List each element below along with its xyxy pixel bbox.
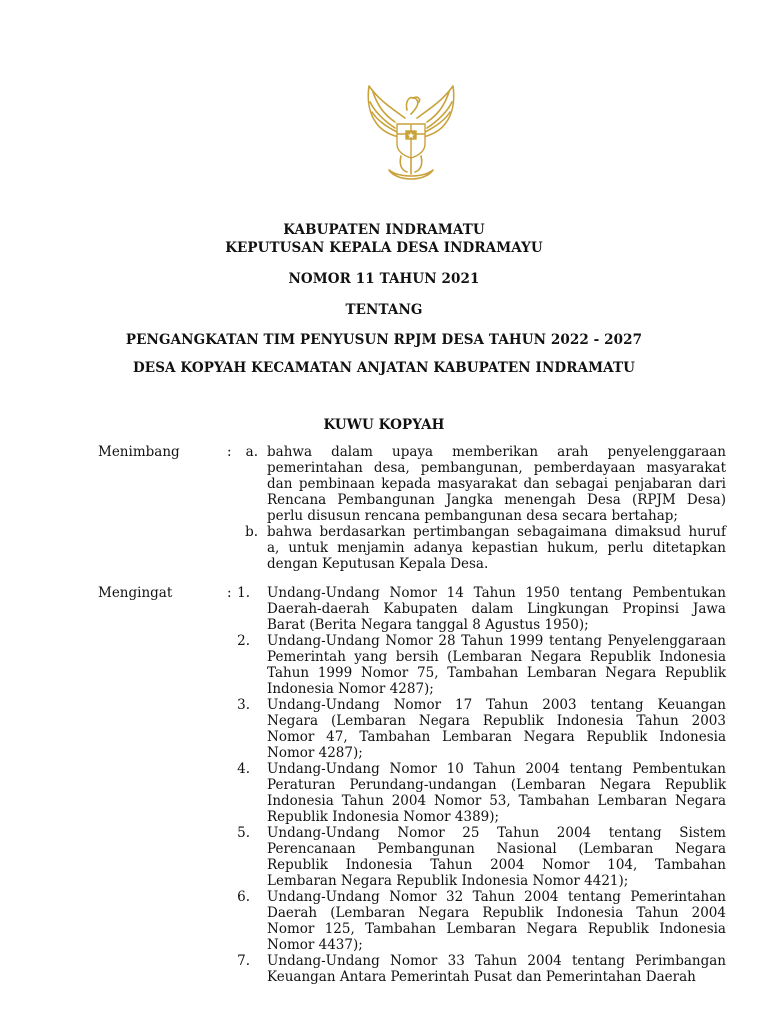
menimbang-colon: :	[227, 444, 232, 460]
mengingat-item-marker: 3.	[237, 697, 250, 713]
mengingat-colon: :	[227, 585, 232, 601]
mengingat-item	[230, 889, 726, 953]
tentang-heading: TENTANG	[345, 302, 423, 318]
text-line: Daerah-daerah Kabupaten dalam Lingkungan Propinsi Jawa	[267, 601, 726, 617]
signatory-title: KUWU KOPYAH	[323, 417, 445, 433]
menimbang-item-marker: a.	[245, 444, 258, 460]
text-line: pemerintahan desa, pembangunan, pemberdayaan masyarakat	[267, 460, 726, 476]
text-line: Nomor 4437);	[267, 937, 363, 953]
mengingat-item-text	[267, 953, 726, 985]
text-line: Rencana Pembangunan Jangka menengah Desa (RPJM Desa)	[267, 492, 726, 508]
mengingat-item	[230, 953, 726, 985]
text-line: Undang-Undang Nomor 32 Tahun 2004 tentang Pemerintahan	[267, 889, 726, 905]
mengingat-item-text	[267, 633, 726, 697]
mengingat-item-text	[267, 585, 726, 633]
text-line: Barat (Berita Negara tanggal 8 Agustus 1950);	[267, 617, 589, 633]
decree-title: KEPUTUSAN KEPALA DESA INDRAMAYU	[225, 240, 543, 256]
text-line: Lembaran Negara Republik Indonesia Nomor 4421);	[267, 873, 629, 889]
text-line: Pemerintah yang bersih (Lembaran Negara Republik Indonesia	[267, 649, 726, 665]
text-line: bahwa berdasarkan pertimbangan sebagaimana dimaksud huruf	[267, 524, 726, 540]
text-line: Daerah (Lembaran Negara Republik Indonesia Tahun 2004	[267, 905, 726, 921]
text-line: Republik Indonesia Nomor 4389);	[267, 809, 500, 825]
text-line: dan pembinaan kepada masyarakat dan sebagai penjabaran dari	[267, 476, 726, 492]
mengingat-item-marker: 7.	[237, 953, 250, 969]
decree-number: NOMOR 11 TAHUN 2021	[288, 271, 480, 287]
mengingat-item	[230, 633, 726, 697]
mengingat-item	[230, 697, 726, 761]
mengingat-item	[230, 825, 726, 889]
mengingat-item	[230, 761, 726, 825]
menimbang-item-text	[267, 444, 726, 524]
text-line: a, untuk menjamin adanya kepastian hukum, perlu ditetapkan	[267, 540, 726, 556]
subject-line-1: PENGANGKATAN TIM PENYUSUN RPJM DESA TAHUN 2022 - 2027	[125, 332, 643, 348]
menimbang-item	[230, 444, 726, 524]
mengingat-item-marker: 4.	[237, 761, 250, 777]
menimbang-label: Menimbang	[98, 444, 180, 460]
mengingat-item-marker: 6.	[237, 889, 250, 905]
mengingat-item-text	[267, 825, 726, 889]
text-line: Nomor 47, Tambahan Lembaran Negara Republik Indonesia	[267, 729, 726, 745]
text-line: Perencanaan Pembangunan Nasional (Lembaran Negara	[267, 841, 726, 857]
mengingat-item-marker: 5.	[237, 825, 250, 841]
mengingat-item	[230, 585, 726, 633]
text-line: Indonesia Nomor 4287);	[267, 681, 434, 697]
garuda-pancasila-emblem	[355, 78, 467, 190]
text-line: perlu disusun rencana pembangunan desa secara bertahap;	[267, 508, 678, 524]
text-line: Undang-Undang Nomor 28 Tahun 1999 tentang Penyelenggaraan	[267, 633, 726, 649]
mengingat-item-marker: 1.	[237, 585, 250, 601]
mengingat-item-text	[267, 889, 726, 953]
menimbang-item-marker: b.	[245, 524, 258, 540]
text-line: bahwa dalam upaya memberikan arah penyelenggaraan	[267, 444, 726, 460]
text-line: Undang-Undang Nomor 25 Tahun 2004 tentang Sistem	[267, 825, 726, 841]
text-line: Peraturan Perundang-undangan (Lembaran Negara Republik	[267, 777, 726, 793]
regency-title: KABUPATEN INDRAMATU	[283, 222, 485, 238]
mengingat-item-text	[267, 697, 726, 761]
text-line: dengan Keputusan Kepala Desa.	[267, 556, 489, 572]
mengingat-item-marker: 2.	[237, 633, 250, 649]
text-line: Indonesia Tahun 2004 Nomor 53, Tambahan Lembaran Negara	[267, 793, 726, 809]
subject-line-2: DESA KOPYAH KECAMATAN ANJATAN KABUPATEN INDRAMATU	[133, 360, 635, 376]
text-line: Nomor 125, Tambahan Lembaran Negara Republik Indonesia	[267, 921, 726, 937]
text-line: Undang-Undang Nomor 14 Tahun 1950 tentang Pembentukan	[267, 585, 726, 601]
text-line: Undang-Undang Nomor 17 Tahun 2003 tentang Keuangan	[267, 697, 726, 713]
text-line: Tahun 1999 Nomor 75, Tambahan Lembaran Negara Republik	[267, 665, 726, 681]
text-line: Keuangan Antara Pemerintah Pusat dan Pemerintahan Daerah	[267, 969, 696, 985]
menimbang-item-text	[267, 524, 726, 572]
text-line: Negara (Lembaran Negara Republik Indonesia Tahun 2003	[267, 713, 726, 729]
text-line: Nomor 4287);	[267, 745, 363, 761]
text-line: Undang-Undang Nomor 33 Tahun 2004 tentang Perimbangan	[267, 953, 726, 969]
mengingat-label: Mengingat	[98, 585, 173, 601]
menimbang-item	[230, 524, 726, 572]
text-line: Undang-Undang Nomor 10 Tahun 2004 tentang Pembentukan	[267, 761, 726, 777]
text-line: Republik Indonesia Tahun 2004 Nomor 104, Tambahan	[267, 857, 726, 873]
mengingat-item-text	[267, 761, 726, 825]
